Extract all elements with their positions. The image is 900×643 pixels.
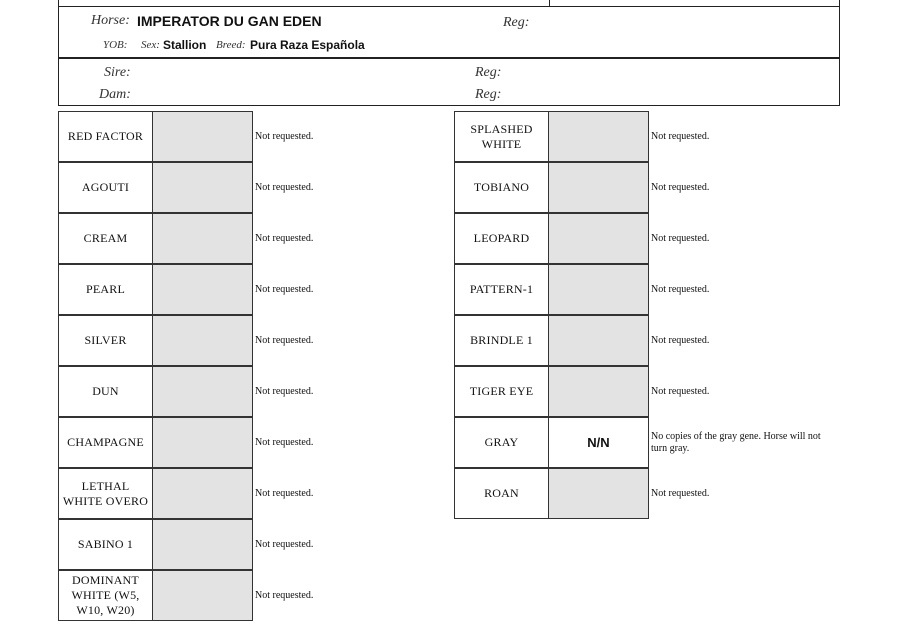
test-note: Not requested. — [255, 538, 314, 550]
test-row — [454, 366, 854, 417]
test-note: Not requested. — [651, 385, 710, 397]
test-row — [454, 111, 854, 162]
test-row — [454, 417, 854, 468]
test-note: Not requested. — [255, 181, 314, 193]
test-name: PEARL — [58, 264, 153, 315]
test-name: LEOPARD — [454, 213, 549, 264]
test-name: GRAY — [454, 417, 549, 468]
test-note: Not requested. — [651, 487, 710, 499]
test-result — [152, 468, 253, 519]
sire-label: Sire: — [104, 65, 131, 80]
breed-value: Pura Raza Española — [250, 38, 365, 52]
test-row — [58, 417, 458, 468]
test-note: Not requested. — [255, 283, 314, 295]
test-note: Not requested. — [255, 232, 314, 244]
test-note: Not requested. — [255, 385, 314, 397]
test-row — [58, 366, 458, 417]
test-result — [548, 315, 649, 366]
test-row — [58, 315, 458, 366]
test-note: Not requested. — [651, 232, 710, 244]
yob-label: YOB: — [103, 39, 128, 51]
test-row — [454, 468, 854, 519]
test-result — [548, 366, 649, 417]
test-result — [152, 264, 253, 315]
sex-label: Sex: — [141, 39, 160, 51]
test-row — [58, 162, 458, 213]
test-name: SILVER — [58, 315, 153, 366]
horse-label: Horse: — [91, 13, 130, 28]
test-note: Not requested. — [255, 334, 314, 346]
test-name: CHAMPAGNE — [58, 417, 153, 468]
breed-label: Breed: — [216, 39, 246, 51]
reg-label: Reg: — [503, 15, 530, 30]
test-name: DUN — [58, 366, 153, 417]
test-name: LETHAL WHITE OVERO — [58, 468, 153, 519]
test-result — [152, 417, 253, 468]
parents-info-box — [58, 58, 840, 106]
horse-name: IMPERATOR DU GAN EDEN — [137, 13, 322, 29]
test-note: Not requested. — [255, 589, 314, 601]
test-name: RED FACTOR — [58, 111, 153, 162]
test-row — [454, 162, 854, 213]
test-result — [548, 111, 649, 162]
test-row — [58, 519, 458, 570]
test-name: SPLASHED WHITE — [454, 111, 549, 162]
test-row — [58, 213, 458, 264]
test-result — [548, 162, 649, 213]
test-note: Not requested. — [651, 334, 710, 346]
test-note: Not requested. — [651, 283, 710, 295]
test-result — [548, 468, 649, 519]
test-result — [152, 213, 253, 264]
test-result — [152, 111, 253, 162]
test-row — [454, 213, 854, 264]
test-row — [58, 111, 458, 162]
test-result — [548, 264, 649, 315]
test-row — [58, 264, 458, 315]
horse-info-box — [58, 6, 840, 58]
test-name: PATTERN-1 — [454, 264, 549, 315]
test-note: Not requested. — [255, 436, 314, 448]
test-note: Not requested. — [255, 130, 314, 142]
test-name: BRINDLE 1 — [454, 315, 549, 366]
test-name: ROAN — [454, 468, 549, 519]
test-row — [58, 570, 458, 621]
test-name: CREAM — [58, 213, 153, 264]
sire-reg-label: Reg: — [475, 65, 502, 80]
dam-label: Dam: — [99, 87, 131, 102]
test-note: Not requested. — [255, 487, 314, 499]
test-result: N/N — [548, 417, 649, 468]
test-result — [152, 366, 253, 417]
test-result — [152, 315, 253, 366]
test-name: SABINO 1 — [58, 519, 153, 570]
test-result — [152, 162, 253, 213]
test-name: AGOUTI — [58, 162, 153, 213]
test-row — [454, 315, 854, 366]
test-note: No copies of the gray gene. Horse will not turn gray. — [651, 430, 821, 454]
test-name: TIGER EYE — [454, 366, 549, 417]
test-result — [548, 213, 649, 264]
test-note: Not requested. — [651, 130, 710, 142]
test-note: Not requested. — [651, 181, 710, 193]
test-name: DOMINANT WHITE (W5, W10, W20) — [58, 570, 153, 621]
test-row — [58, 468, 458, 519]
sex-value: Stallion — [163, 38, 207, 52]
test-row — [454, 264, 854, 315]
test-name: TOBIANO — [454, 162, 549, 213]
dam-reg-label: Reg: — [475, 87, 502, 102]
test-result — [152, 519, 253, 570]
test-result — [152, 570, 253, 621]
